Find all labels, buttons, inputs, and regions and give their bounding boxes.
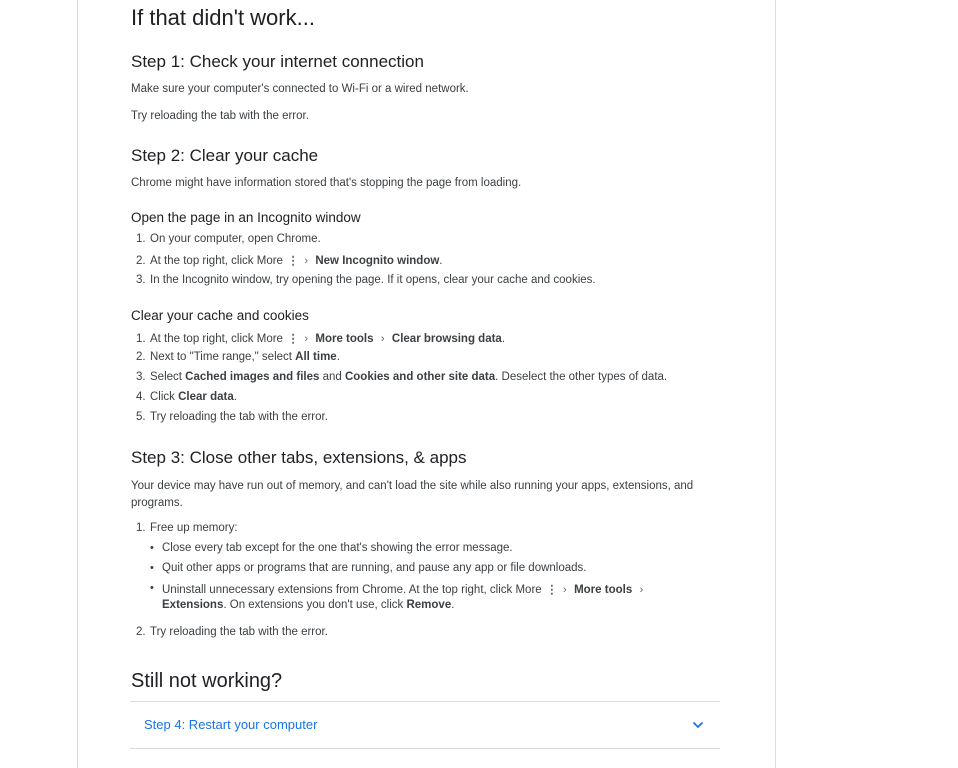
list-item: 3. In the Incognito window, try opening the page. If it opens, clear your cache and cookies. [136, 274, 596, 286]
bullet-icon: • [150, 542, 154, 554]
list-item: 4. Click Clear data. [136, 391, 237, 403]
chevron-down-icon [692, 719, 704, 731]
step3-text-line1: Your device may have run out of memory, and can't load the site while also running your apps, extensions, and [131, 480, 694, 492]
step1-text-2: Try reloading the tab with the error. [131, 110, 309, 122]
step3-text-line2: programs. [131, 497, 183, 509]
divider [130, 748, 720, 749]
chevron-right-icon: › [304, 333, 308, 345]
list-item: 1. Free up memory: [136, 522, 238, 534]
bullet-icon: • [150, 582, 154, 594]
bullet-item: • Uninstall unnecessary extensions from Chrome. At the top right, click More ⋮ › More tools › [162, 582, 647, 596]
list-item: 3. Select Cached images and files and Cookies and other site data. Deselect the other types of data. [136, 371, 668, 383]
more-vert-icon: ⋮ [287, 255, 299, 267]
chevron-right-icon: › [380, 333, 385, 345]
cache-heading: Clear your cache and cookies [131, 308, 309, 323]
list-item: 1. At the top right, click More ⋮ › More tools › Clear browsing data. [136, 333, 506, 345]
step3-title: Step 3: Close other tabs, extensions, & apps [131, 448, 467, 467]
step2-title: Step 2: Clear your cache [131, 146, 319, 165]
step2-text: Chrome might have information stored that's stopping the page from loading. [131, 177, 522, 189]
chevron-right-icon: › [304, 255, 308, 267]
list-item: 5. Try reloading the tab with the error. [136, 411, 328, 423]
list-item: 2. At the top right, click More ⋮ › New Incognito window. [136, 255, 443, 267]
divider [130, 701, 720, 702]
section-title: If that didn't work... [131, 5, 315, 30]
bullet-item: • Quit other apps or programs that are running, and pause any app or file downloads. [150, 562, 587, 574]
bullet-icon: • [150, 562, 154, 574]
step4-label: Step 4: Restart your computer [144, 717, 318, 732]
bullet-item: • Close every tab except for the one that's showing the error message. [150, 542, 513, 554]
list-item: 1. On your computer, open Chrome. [136, 233, 321, 245]
step1-title: Step 1: Check your internet connection [131, 52, 424, 71]
chevron-right-icon: › [563, 584, 567, 596]
step1-text-1: Make sure your computer's connected to Wi-Fi or a wired network. [131, 83, 469, 95]
incognito-heading: Open the page in an Incognito window [131, 210, 361, 225]
step4-accordion[interactable] [130, 703, 720, 747]
chevron-right-icon: › [639, 584, 644, 596]
bullet-item-continued: Extensions. On extensions you don't use, click Remove. [162, 599, 455, 611]
list-item: 2. Next to "Time range," select All time. [136, 351, 340, 363]
more-vert-icon: ⋮ [546, 584, 558, 596]
still-title: Still not working? [131, 670, 283, 692]
more-vert-icon: ⋮ [287, 333, 299, 345]
list-item: 2. Try reloading the tab with the error. [136, 626, 328, 638]
